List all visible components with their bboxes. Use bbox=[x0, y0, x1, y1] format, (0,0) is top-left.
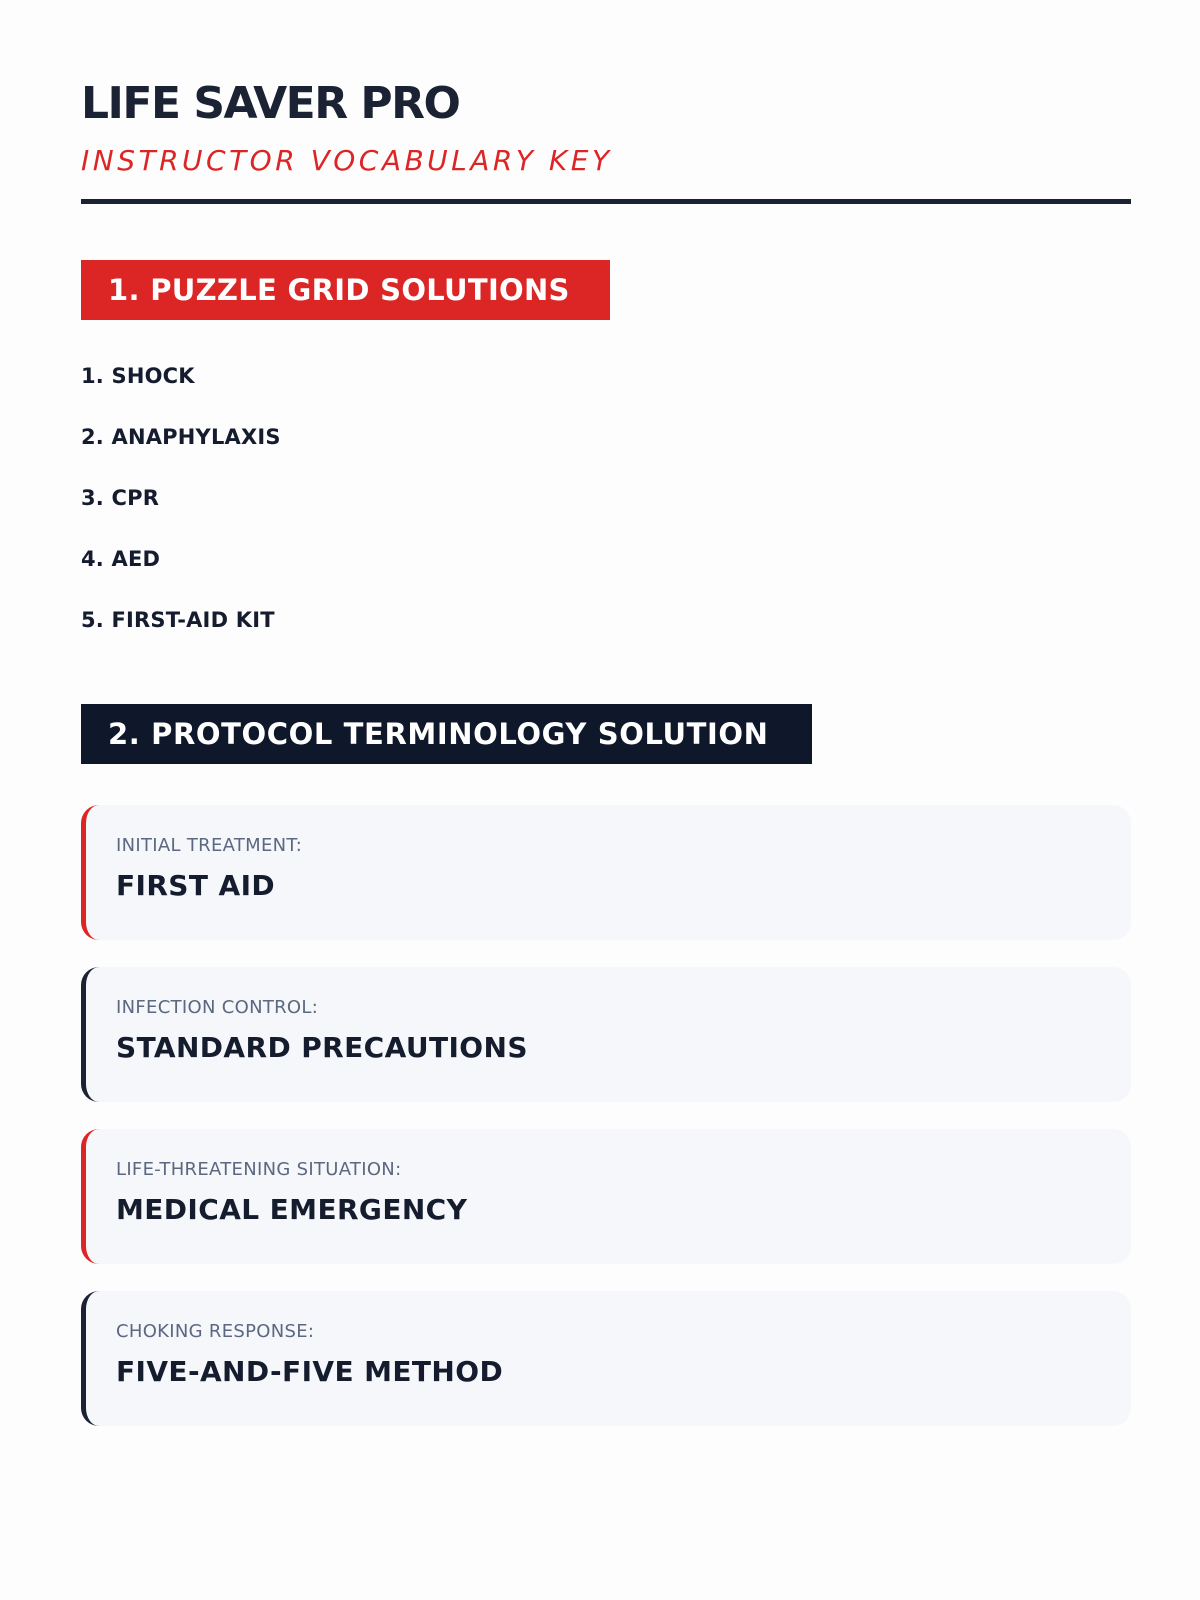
card-label: INFECTION CONTROL: bbox=[116, 997, 319, 1018]
card-label: INITIAL TREATMENT: bbox=[116, 835, 303, 856]
card-term: FIVE-AND-FIVE METHOD bbox=[116, 1355, 504, 1388]
card-term: STANDARD PRECAUTIONS bbox=[116, 1031, 528, 1064]
section-heading-protocol-terminology: 2. PROTOCOL TERMINOLOGY SOLUTION bbox=[81, 704, 812, 764]
page-title: LIFE SAVER PRO bbox=[81, 78, 460, 129]
card-label: CHOKING RESPONSE: bbox=[116, 1321, 315, 1342]
card-term: FIRST AID bbox=[116, 869, 276, 902]
terminology-card bbox=[81, 1291, 1131, 1426]
page-subtitle: INSTRUCTOR VOCABULARY KEY bbox=[81, 144, 613, 177]
section-heading-puzzle-grid: 1. PUZZLE GRID SOLUTIONS bbox=[81, 260, 610, 320]
terminology-card-list bbox=[81, 805, 1131, 1453]
card-term: MEDICAL EMERGENCY bbox=[116, 1193, 468, 1226]
list-item: 5. FIRST-AID KIT bbox=[81, 608, 275, 632]
list-item: 3. CPR bbox=[81, 486, 160, 510]
terminology-card bbox=[81, 967, 1131, 1102]
list-item: 2. ANAPHYLAXIS bbox=[81, 425, 281, 449]
terminology-card bbox=[81, 1129, 1131, 1264]
card-label: LIFE-THREATENING SITUATION: bbox=[116, 1159, 402, 1180]
terminology-card bbox=[81, 805, 1131, 940]
list-item: 1. SHOCK bbox=[81, 364, 195, 388]
list-item: 4. AED bbox=[81, 547, 161, 571]
header-divider bbox=[81, 199, 1131, 204]
puzzle-answer-list bbox=[81, 350, 281, 655]
